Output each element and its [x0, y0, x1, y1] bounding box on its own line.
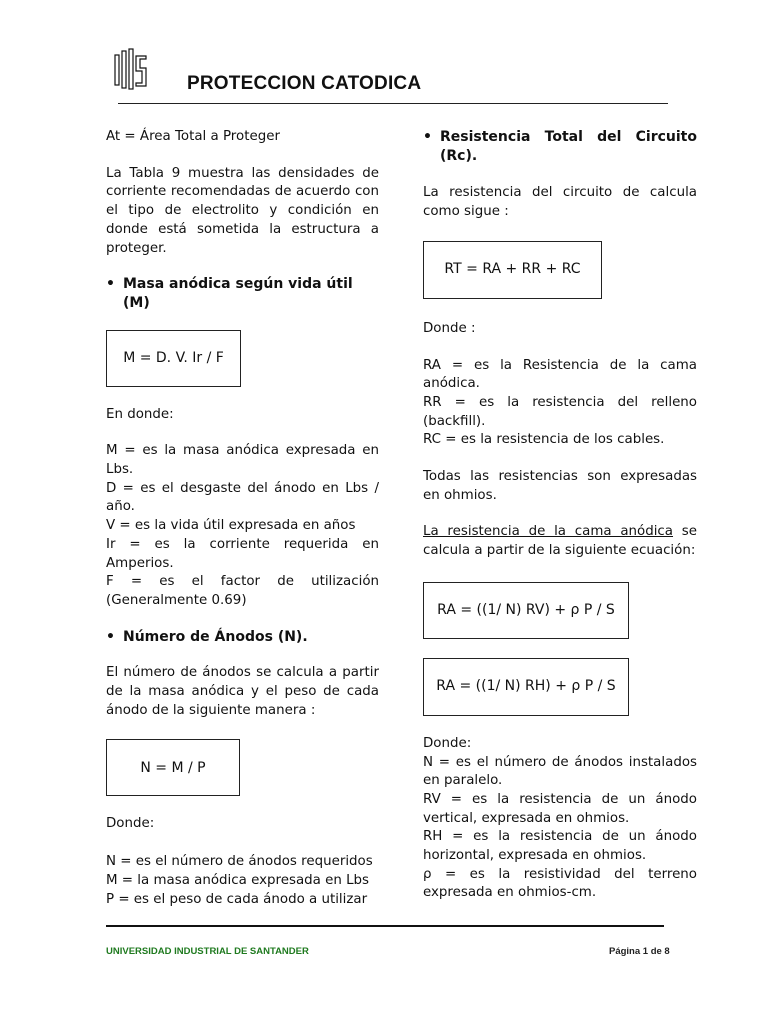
- ra-h-formula-box: [423, 658, 629, 716]
- masa-definitions: [106, 442, 379, 610]
- bullet-icon: •: [106, 276, 115, 293]
- ra-v-formula: RA = ((1/ N) RV) + ρ P / S: [437, 601, 615, 618]
- n-definitions: [106, 853, 379, 909]
- definition-line: Ir = es la corriente requerida en Amperios.: [106, 536, 379, 571]
- rt-formula-box: [423, 241, 602, 299]
- numero-paragraph: El número de ánodos se calcula a partir de la masa anódica y el peso de cada ánodo de la siguiente manera :: [106, 665, 379, 718]
- definition-line: RH = es la resistencia de un ánodo horizontal, expresada en ohmios.: [423, 829, 697, 864]
- final-definitions: [423, 754, 697, 904]
- donde-label: Donde:: [423, 735, 472, 751]
- en-donde: En donde:: [106, 406, 174, 422]
- definition-line: P = es el peso de cada ánodo a utilizar: [106, 891, 368, 907]
- definition-line: N = es el número de ánodos instalados en paralelo.: [423, 754, 697, 789]
- masa-formula-box: [106, 330, 241, 387]
- left-column: [106, 128, 379, 909]
- todas-paragraph: Todas las resistencias son expresadas en ohmios.: [423, 469, 697, 503]
- cama-paragraph: [423, 523, 697, 560]
- numero-heading: [106, 628, 379, 647]
- definition-line: M = es la masa anódica expresada en Lbs.: [106, 443, 379, 478]
- definition-line: F = es el factor de utilización (Generalmente 0.69): [106, 574, 379, 608]
- definition-line: RA = es la Resistencia de la cama anódica.: [423, 357, 697, 392]
- donde-label: Donde :: [423, 320, 476, 336]
- definition-line: RC = es la resistencia de los cables.: [423, 432, 665, 448]
- rc-heading: [423, 128, 697, 165]
- bullet-icon: •: [423, 129, 432, 145]
- r-definitions: [423, 357, 697, 451]
- masa-heading-text: Masa anódica según vida útil (M): [123, 276, 353, 311]
- definition-line: ρ = es la resistividad del terreno expresada en ohmios-cm.: [423, 866, 697, 901]
- rt-formula: RT = RA + RR + RC: [444, 261, 581, 278]
- bullet-icon: •: [106, 628, 115, 645]
- definition-line: RR = es la resistencia del relleno (backfill).: [423, 394, 697, 429]
- definition-line: RV = es la resistencia de un ánodo vertical, expresada en ohmios.: [423, 791, 697, 826]
- masa-heading: [106, 275, 379, 312]
- ra-h-formula: RA = ((1/ N) RH) + ρ P / S: [436, 678, 616, 695]
- definition-line: D = es el desgaste del ánodo en Lbs / año.: [106, 480, 379, 515]
- rc-heading-text: Resistencia Total del Circuito (Rc).: [440, 129, 697, 164]
- ra-v-formula-box: [423, 582, 629, 639]
- uis-logo-icon: [114, 48, 150, 90]
- definition-line: V = es la vida útil expresada en años: [106, 518, 356, 534]
- masa-formula: M = D. V. Ir / F: [123, 349, 224, 366]
- definition-line: N = es el número de ánodos requeridos: [106, 854, 373, 870]
- cama-rest-text: se calcula a partir de la siguiente ecuación:: [423, 524, 697, 559]
- header-rule: [118, 103, 668, 104]
- numero-heading-text: Número de Ánodos (N).: [123, 628, 308, 645]
- footer-rule: [106, 925, 664, 927]
- cama-link-text: La resistencia de la cama anódica: [423, 524, 674, 540]
- donde-label: Donde:: [106, 816, 155, 832]
- page-title: PROTECCION CATODICA: [187, 73, 422, 94]
- at-line: At = Área Total a Proteger: [106, 129, 280, 144]
- rc-paragraph: La resistencia del circuito de calcula como sigue :: [423, 185, 697, 220]
- n-formula: N = M / P: [140, 759, 206, 776]
- right-column: [423, 128, 697, 903]
- footer-page-number: Página 1 de 8: [609, 946, 670, 957]
- n-formula-box: [106, 739, 240, 796]
- definition-line: M = la masa anódica expresada en Lbs: [106, 872, 370, 888]
- footer-university: UNIVERSIDAD INDUSTRIAL DE SANTANDER: [106, 946, 309, 957]
- tabla-paragraph: La Tabla 9 muestra las densidades de corriente recomendadas de acuerdo con el tipo de electrolito y condición en donde está sometida la estructura a proteger.: [106, 165, 379, 256]
